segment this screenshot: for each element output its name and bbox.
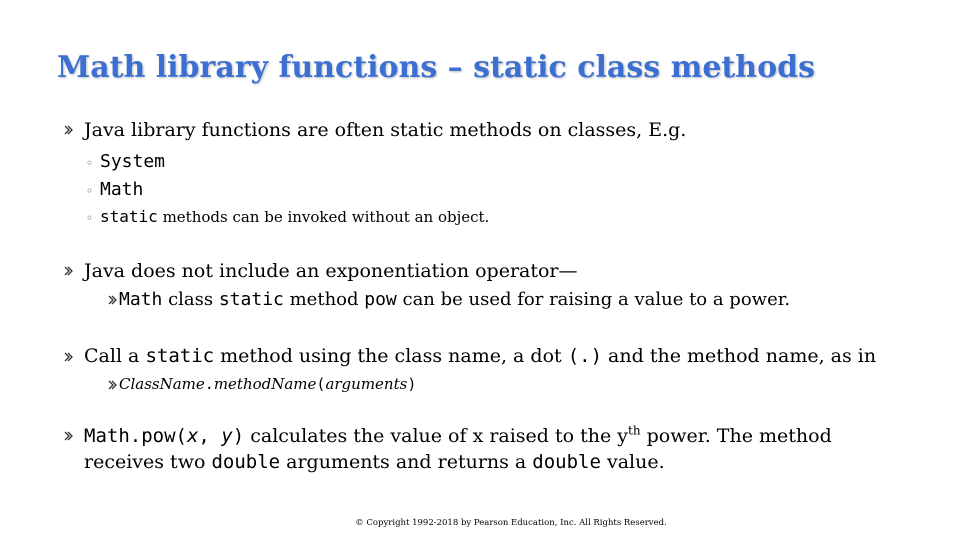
bullet-4-line-1 — [84, 425, 832, 447]
sub-item-math — [86, 179, 143, 200]
bullet-4-line-2 — [84, 451, 665, 473]
bullet-2-text: Java does not include an exponentiation operator— — [84, 260, 578, 282]
code-x: x — [186, 425, 199, 447]
code-pow: pow — [364, 289, 397, 310]
bullet-icon — [108, 380, 119, 390]
sub-item-text: methods can be invoked without an object. — [157, 208, 490, 226]
bullet-3-text — [84, 345, 876, 367]
text-segment: method using the class name, a dot — [214, 345, 568, 367]
sub-item-label: Math — [100, 179, 144, 200]
code-static: static — [218, 289, 284, 310]
text-segment: method — [283, 289, 365, 310]
text-segment: Call a — [84, 345, 146, 367]
code-math: Math — [119, 289, 163, 310]
code-static: static — [145, 345, 215, 367]
bullet-2-sub — [108, 289, 790, 310]
code-paren-close: ) — [232, 425, 245, 447]
sub-item-system — [86, 151, 165, 172]
code-math-pow: Math.pow( — [84, 425, 187, 447]
code-double: double — [532, 451, 601, 473]
circle-bullet-icon: ◦ — [86, 211, 94, 225]
code-paren-close: ) — [407, 375, 417, 393]
classname-italic: ClassName — [119, 375, 205, 393]
bullet-icon — [64, 431, 75, 441]
bullet-1-text: Java library functions are often static methods on classes, E.g. — [84, 119, 687, 141]
bullet-3-sub — [108, 375, 416, 393]
sub-item-static — [86, 207, 489, 226]
code-dot: (.) — [567, 345, 603, 367]
text-segment: class — [162, 289, 219, 310]
code-dot: . — [204, 375, 214, 393]
bullet-icon — [64, 125, 75, 135]
copyright-footer: © Copyright 1992-2018 by Pearson Education, Inc. All Rights Reserved. — [355, 518, 667, 528]
methodname-italic: methodName — [213, 375, 317, 393]
arguments-italic: arguments — [325, 375, 408, 393]
bullet-icon — [108, 295, 119, 305]
code-y: y — [221, 425, 233, 447]
circle-bullet-icon: ◦ — [86, 156, 94, 170]
circle-bullet-icon: ◦ — [86, 184, 94, 198]
text-segment: arguments and returns a — [280, 451, 533, 473]
text-segment: value. — [600, 451, 665, 473]
text-segment: can be used for raising a value to a power. — [396, 289, 791, 310]
bullet-icon — [64, 266, 75, 276]
code-double: double — [211, 451, 281, 473]
code-paren-open: ( — [316, 375, 326, 393]
bullet-icon — [64, 352, 75, 362]
text-segment: receives two — [84, 451, 212, 473]
superscript-th: th — [628, 423, 641, 438]
code-comma: , — [198, 425, 222, 447]
text-segment: and the method name, as in — [602, 345, 877, 367]
text-segment: power. The method — [640, 425, 832, 447]
static-code: static — [100, 207, 158, 226]
slide-title: Math library functions – static class methods — [57, 50, 815, 85]
text-segment: calculates the value of x raised to the y — [244, 425, 629, 447]
sub-item-label: System — [100, 151, 166, 172]
